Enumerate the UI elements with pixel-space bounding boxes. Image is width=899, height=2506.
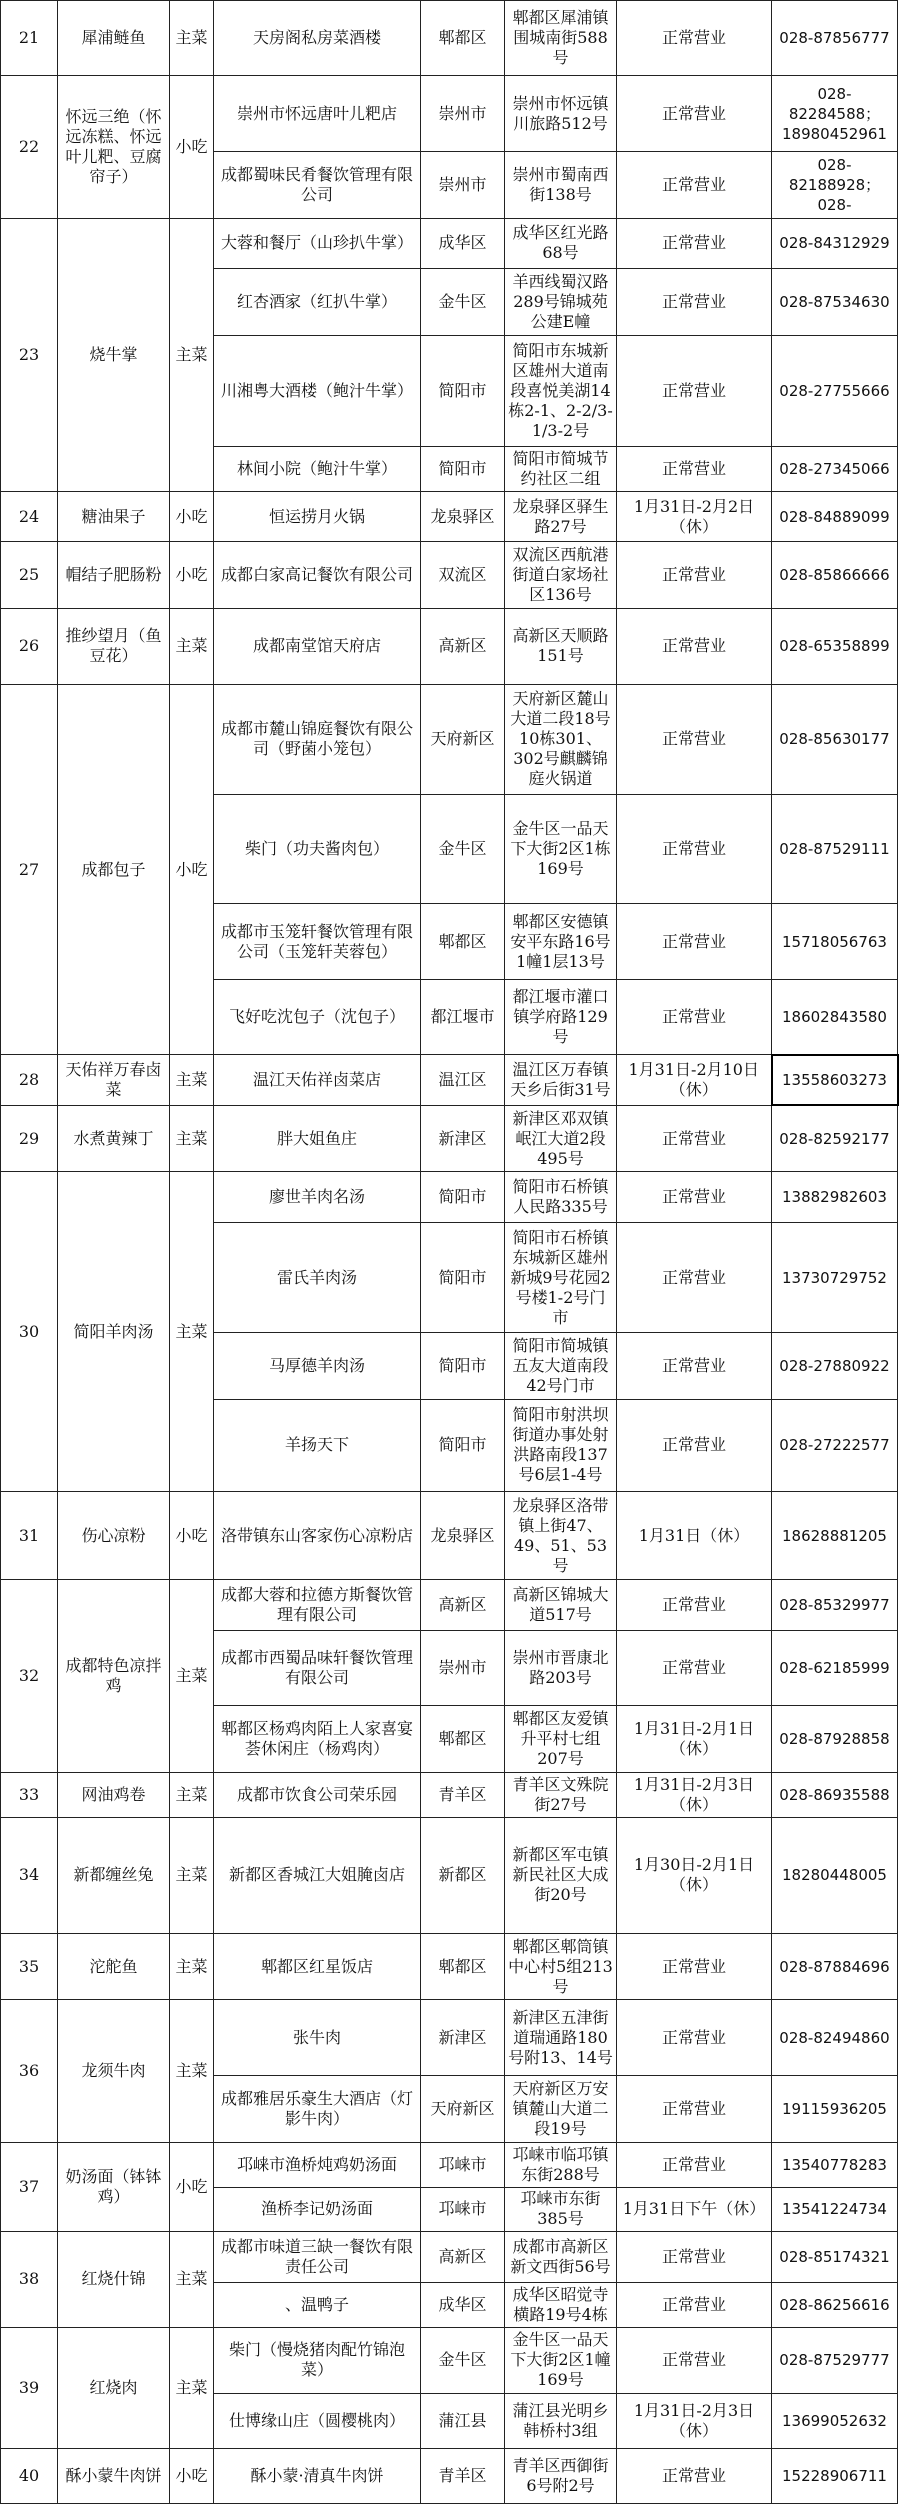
table-row [1,1772,898,1817]
shop-district: 金牛区 [421,795,505,904]
shop-name: 成都大蓉和拉德方斯餐饮管理有限公司 [214,1580,421,1630]
shop-address: 崇州市蜀南西街138号 [505,151,617,218]
table-row [1,218,898,268]
dish-category: 主菜 [170,1,214,76]
row-number: 28 [1,1055,58,1105]
row-number: 25 [1,542,58,609]
shop-name: 郫都区红星饭店 [214,1933,421,2000]
shop-name: 成都市玉笼轩餐饮管理有限公司（玉笼轩芙蓉包） [214,904,421,979]
row-number: 30 [1,1172,58,1491]
shop-district: 崇州市 [421,1630,505,1705]
shop-name: 成都蜀味民肴餐饮管理有限公司 [214,151,421,218]
dish-name: 伤心凉粉 [58,1491,170,1580]
shop-district: 郫都区 [421,1933,505,2000]
shop-phone: 028-86256616 [772,2282,898,2327]
row-number: 27 [1,684,58,1055]
business-status: 正常营业 [617,1399,772,1491]
shop-address: 郫都区友爱镇升平村七组207号 [505,1706,617,1773]
dish-name: 网油鸡卷 [58,1772,170,1817]
shop-address: 龙泉驿区洛带镇上街47、49、51、53号 [505,1491,617,1580]
shop-district: 新津区 [421,1105,505,1172]
dish-category: 主菜 [170,1105,214,1172]
shop-name: 林间小院（鲍汁牛掌） [214,447,421,492]
dish-category: 主菜 [170,1772,214,1817]
row-number: 23 [1,218,58,491]
shop-district: 简阳市 [421,335,505,447]
shop-district: 成华区 [421,218,505,268]
shop-name: 大蓉和餐厅（山珍扒牛掌） [214,218,421,268]
dish-category: 小吃 [170,2448,214,2503]
business-status: 正常营业 [617,2327,772,2394]
shop-name: 郫都区杨鸡肉陌上人家喜宴荟休闲庄（杨鸡肉） [214,1706,421,1773]
dish-name: 成都特色凉拌鸡 [58,1580,170,1773]
dish-name: 红烧什锦 [58,2232,170,2327]
shop-address: 天府新区万安镇麓山大道二段19号 [505,2075,617,2142]
shop-phone: 028-27880922 [772,1333,898,1400]
business-status: 1月31日-2月3日（休） [617,1772,772,1817]
shop-district: 龙泉驿区 [421,492,505,542]
row-number: 34 [1,1817,58,1933]
shop-phone: 028-87534630 [772,268,898,335]
business-status: 正常营业 [617,2232,772,2282]
shop-phone: 028-87529777 [772,2327,898,2394]
shop-name: 天房阁私房菜酒楼 [214,1,421,76]
business-status: 正常营业 [617,2142,772,2187]
dish-name: 新都缠丝兔 [58,1817,170,1933]
table-row [1,542,898,609]
business-status: 正常营业 [617,1,772,76]
shop-address: 天府新区麓山大道二段18号10栋301、302号麒麟锦庭火锅道 [505,684,617,794]
dish-name: 帽结子肥肠粉 [58,542,170,609]
dish-category: 小吃 [170,2142,214,2232]
table-row [1,1491,898,1580]
shop-address: 金牛区一品天下大街2区1幢169号 [505,2327,617,2394]
business-status: 正常营业 [617,268,772,335]
table-row [1,684,898,794]
shop-address: 青羊区西御街6号附2号 [505,2448,617,2503]
table-row [1,1172,898,1222]
shop-address: 郫都区郫筒镇中心村5组213号 [505,1933,617,2000]
business-status: 正常营业 [617,795,772,904]
shop-district: 简阳市 [421,1399,505,1491]
shop-district: 高新区 [421,1580,505,1630]
shop-address: 邛崃市临邛镇东街288号 [505,2142,617,2187]
shop-phone: 13540778283 [772,2142,898,2187]
shop-district: 简阳市 [421,1333,505,1400]
dish-category: 主菜 [170,218,214,491]
shop-district: 郫都区 [421,1706,505,1773]
shop-name: 张牛肉 [214,2000,421,2075]
shop-district: 金牛区 [421,268,505,335]
business-status: 正常营业 [617,542,772,609]
row-number: 37 [1,2142,58,2232]
shop-address: 简阳市简城节约社区二组 [505,447,617,492]
business-status: 正常营业 [617,335,772,447]
shop-phone: 028-87529111 [772,795,898,904]
dish-name: 糖油果子 [58,492,170,542]
business-status: 正常营业 [617,684,772,794]
shop-district: 简阳市 [421,1172,505,1222]
shop-phone: 13882982603 [772,1172,898,1222]
dish-name: 酥小蒙牛肉饼 [58,2448,170,2503]
shop-phone: 028-87856777 [772,1,898,76]
shop-name: 渔桥李记奶汤面 [214,2187,421,2232]
shop-phone: 028-82188928；028- [772,151,898,218]
shop-name: 成都雅居乐豪生大酒店（灯影牛肉） [214,2075,421,2142]
dish-name: 沱舵鱼 [58,1933,170,2000]
shop-address: 双流区西航港街道白家场社区136号 [505,542,617,609]
shop-name: 、温鸭子 [214,2282,421,2327]
business-status: 1月31日-2月3日（休） [617,2394,772,2449]
shop-phone: 15718056763 [772,904,898,979]
dish-category: 小吃 [170,492,214,542]
shop-district: 崇州市 [421,151,505,218]
shop-name: 洛带镇东山客家伤心凉粉店 [214,1491,421,1580]
shop-address: 新津区五津街道瑞通路180号附13、14号 [505,2000,617,2075]
shop-name: 飞好吃沈包子（沈包子） [214,979,421,1054]
shop-phone: 028-27345066 [772,447,898,492]
shop-name: 温江天佑祥卤菜店 [214,1055,421,1105]
shop-name: 胖大姐鱼庄 [214,1105,421,1172]
shop-phone: 028-85866666 [772,542,898,609]
shop-name: 羊扬天下 [214,1399,421,1491]
shop-address: 成都市高新区新文西街56号 [505,2232,617,2282]
shop-name: 成都市饮食公司荣乐园 [214,1772,421,1817]
shop-name: 红杏酒家（红扒牛掌） [214,268,421,335]
shop-phone: 028-85174321 [772,2232,898,2282]
business-status: 正常营业 [617,1172,772,1222]
shop-phone: 028-62185999 [772,1630,898,1705]
row-number: 32 [1,1580,58,1773]
shop-name: 廖世羊肉名汤 [214,1172,421,1222]
shop-phone: 028-82494860 [772,2000,898,2075]
shop-phone: 18280448005 [772,1817,898,1933]
shop-phone: 028-84889099 [772,492,898,542]
shop-district: 高新区 [421,609,505,684]
shop-phone: 15228906711 [772,2448,898,2503]
dish-name: 奶汤面（钵钵鸡） [58,2142,170,2232]
shop-district: 金牛区 [421,2327,505,2394]
row-number: 21 [1,1,58,76]
business-status: 正常营业 [617,1580,772,1630]
shop-phone: 028-82592177 [772,1105,898,1172]
shop-district: 郫都区 [421,1,505,76]
shop-phone: 028-87928858 [772,1706,898,1773]
shop-phone: 028-85329977 [772,1580,898,1630]
table-row [1,1055,898,1105]
dish-category: 主菜 [170,609,214,684]
shop-address: 成华区红光路68号 [505,218,617,268]
table-row [1,1933,898,2000]
business-status: 1月30日-2月1日（休） [617,1817,772,1933]
shop-district: 温江区 [421,1055,505,1105]
dish-name: 天佑祥万春卤菜 [58,1055,170,1105]
shop-district: 龙泉驿区 [421,1491,505,1580]
dish-category: 小吃 [170,76,214,218]
business-status: 正常营业 [617,2075,772,2142]
business-status: 1月31日-2月2日（休） [617,492,772,542]
shop-name: 酥小蒙·清真牛肉饼 [214,2448,421,2503]
shop-address: 简阳市石桥镇人民路335号 [505,1172,617,1222]
shop-district: 新都区 [421,1817,505,1933]
shop-district: 双流区 [421,542,505,609]
business-status: 正常营业 [617,609,772,684]
row-number: 33 [1,1772,58,1817]
shop-phone: 028-85630177 [772,684,898,794]
business-status: 正常营业 [617,76,772,151]
shop-phone: 18602843580 [772,979,898,1054]
shop-address: 邛崃市东街385号 [505,2187,617,2232]
shop-address: 都江堰市灌口镇学府路129号 [505,979,617,1054]
table-row [1,609,898,684]
shop-address: 蒲江县光明乡韩桥村3组 [505,2394,617,2449]
shop-name: 雷氏羊肉汤 [214,1222,421,1332]
business-status: 正常营业 [617,1222,772,1332]
shop-name: 成都白家高记餐饮有限公司 [214,542,421,609]
shop-phone: 028-65358899 [772,609,898,684]
table-row [1,2000,898,2075]
shop-district: 成华区 [421,2282,505,2327]
business-status: 正常营业 [617,1333,772,1400]
row-number: 24 [1,492,58,542]
shop-name: 柴门（慢烧猪肉配竹锦泡菜） [214,2327,421,2394]
shop-name: 崇州市怀远唐叶儿粑店 [214,76,421,151]
business-status: 正常营业 [617,151,772,218]
shop-district: 青羊区 [421,2448,505,2503]
shop-name: 马厚德羊肉汤 [214,1333,421,1400]
business-status: 正常营业 [617,979,772,1054]
row-number: 31 [1,1491,58,1580]
shop-address: 郫都区安德镇安平东路16号1幢1层13号 [505,904,617,979]
row-number: 40 [1,2448,58,2503]
dish-category: 主菜 [170,1172,214,1491]
shop-address: 青羊区文殊院街27号 [505,1772,617,1817]
dish-category: 主菜 [170,2000,214,2142]
shop-name: 柴门（功夫酱肉包） [214,795,421,904]
dish-category: 主菜 [170,2232,214,2327]
table-row [1,1580,898,1630]
shop-address: 郫都区犀浦镇围城南街588号 [505,1,617,76]
business-status: 正常营业 [617,447,772,492]
shop-address: 新津区邓双镇岷江大道2段495号 [505,1105,617,1172]
shop-address: 崇州市怀远镇川旅路512号 [505,76,617,151]
table-row [1,2232,898,2282]
business-status: 1月31日-2月1日（休） [617,1706,772,1773]
row-number: 26 [1,609,58,684]
shop-phone: 028-86935588 [772,1772,898,1817]
row-number: 39 [1,2327,58,2448]
business-status: 1月31日-2月10日（休） [617,1055,772,1105]
shop-name: 邛崃市渔桥炖鸡奶汤面 [214,2142,421,2187]
business-status: 正常营业 [617,1105,772,1172]
shop-phone: 13730729752 [772,1222,898,1332]
dish-category: 小吃 [170,1491,214,1580]
dish-name: 成都包子 [58,684,170,1055]
shop-district: 简阳市 [421,1222,505,1332]
dish-name: 犀浦鲢鱼 [58,1,170,76]
dish-category: 主菜 [170,1580,214,1773]
shop-address: 简阳市东城新区雄州大道南段喜悦美湖14栋2-1、2-2/3-1/3-2号 [505,335,617,447]
dish-category: 小吃 [170,542,214,609]
business-status: 正常营业 [617,2448,772,2503]
shop-district: 青羊区 [421,1772,505,1817]
shop-address: 温江区万春镇天乡后街31号 [505,1055,617,1105]
shop-phone: 19115936205 [772,2075,898,2142]
shop-address: 新都区军屯镇新民社区大成街20号 [505,1817,617,1933]
shop-phone: 13558603273 [772,1055,898,1105]
dish-category: 主菜 [170,1933,214,2000]
shop-phone: 028-27755666 [772,335,898,447]
shop-name: 成都市西蜀品味轩餐饮管理有限公司 [214,1630,421,1705]
shop-district: 蒲江县 [421,2394,505,2449]
shop-address: 简阳市射洪坝街道办事处射洪路南段137号6层1-4号 [505,1399,617,1491]
shop-district: 简阳市 [421,447,505,492]
shop-name: 新都区香城江大姐腌卤店 [214,1817,421,1933]
business-status: 正常营业 [617,1630,772,1705]
business-status: 1月31日下午（休） [617,2187,772,2232]
table-row [1,76,898,151]
table-body [1,1,898,2504]
shop-name: 川湘粤大酒楼（鲍汁牛掌） [214,335,421,447]
table-row [1,1817,898,1933]
dish-category: 主菜 [170,1817,214,1933]
business-status: 正常营业 [617,1933,772,2000]
business-status: 正常营业 [617,2282,772,2327]
shop-address: 龙泉驿区驿生路27号 [505,492,617,542]
table-row [1,1,898,76]
shop-district: 天府新区 [421,684,505,794]
shop-name: 成都市麓山锦庭餐饮有限公司（野菌小笼包） [214,684,421,794]
shop-phone: 13541224734 [772,2187,898,2232]
shop-address: 羊西线蜀汉路289号锦城苑公建E幢 [505,268,617,335]
shop-phone: 028-82284588；18980452961 [772,76,898,151]
shop-address: 成华区昭觉寺横路19号4栋 [505,2282,617,2327]
shop-district: 崇州市 [421,76,505,151]
row-number: 36 [1,2000,58,2142]
dish-name: 简阳羊肉汤 [58,1172,170,1491]
shop-address: 崇州市晋康北路203号 [505,1630,617,1705]
dish-name: 龙须牛肉 [58,2000,170,2142]
shop-phone: 13699052632 [772,2394,898,2449]
shop-name: 仕博缘山庄（圆樱桃肉） [214,2394,421,2449]
business-status: 正常营业 [617,904,772,979]
business-status: 正常营业 [617,218,772,268]
shop-district: 都江堰市 [421,979,505,1054]
shop-district: 新津区 [421,2000,505,2075]
row-number: 22 [1,76,58,218]
dish-name: 水煮黄辣丁 [58,1105,170,1172]
table-row [1,2448,898,2503]
row-number: 29 [1,1105,58,1172]
table-row [1,492,898,542]
dish-name: 怀远三绝（怀远冻糕、怀远叶儿粑、豆腐帘子） [58,76,170,218]
dish-name: 红烧肉 [58,2327,170,2448]
business-status: 1月31日（休） [617,1491,772,1580]
shop-district: 高新区 [421,2232,505,2282]
shop-phone: 18628881205 [772,1491,898,1580]
table-row [1,2327,898,2394]
shop-district: 天府新区 [421,2075,505,2142]
dish-name: 推纱望月（鱼豆花） [58,609,170,684]
shop-phone: 028-27222577 [772,1399,898,1491]
shop-district: 邛崃市 [421,2187,505,2232]
dish-category: 主菜 [170,1055,214,1105]
shop-phone: 028-84312929 [772,218,898,268]
table-row [1,2142,898,2187]
shop-address: 简阳市简城镇五友大道南段42号门市 [505,1333,617,1400]
shop-district: 郫都区 [421,904,505,979]
shop-address: 高新区锦城大道517号 [505,1580,617,1630]
dish-category: 主菜 [170,2327,214,2448]
shop-address: 简阳市石桥镇东城新区雄州新城9号花园2号楼1-2号门市 [505,1222,617,1332]
shop-district: 邛崃市 [421,2142,505,2187]
shop-name: 成都市味道三缺一餐饮有限责任公司 [214,2232,421,2282]
shop-name: 恒运捞月火锅 [214,492,421,542]
shop-address: 金牛区一品天下大街2区1栋169号 [505,795,617,904]
shop-name: 成都南堂馆天府店 [214,609,421,684]
shop-address: 高新区天顺路151号 [505,609,617,684]
dish-name: 烧牛掌 [58,218,170,491]
table-row [1,1105,898,1172]
row-number: 38 [1,2232,58,2327]
business-status: 正常营业 [617,2000,772,2075]
shop-phone: 028-87884696 [772,1933,898,2000]
row-number: 35 [1,1933,58,2000]
dish-category: 小吃 [170,684,214,1055]
